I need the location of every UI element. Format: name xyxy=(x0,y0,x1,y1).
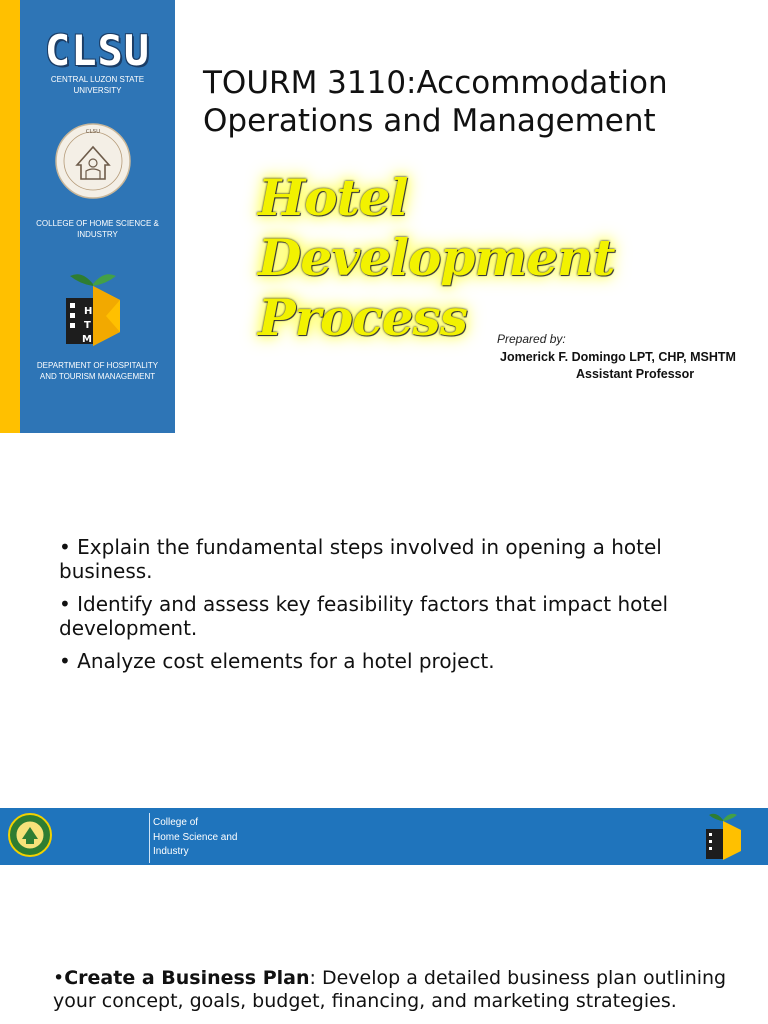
prepared-by-label: Prepared by: xyxy=(497,332,566,346)
topic-title xyxy=(258,168,758,348)
course-title: TOURM 3110:Accommodation Operations and Management xyxy=(203,65,668,139)
objective-item: • Identify and assess key feasibility factors that impact hotel development. xyxy=(59,592,669,640)
objective-item: • Explain the fundamental steps involved in opening a hotel business. xyxy=(59,535,662,583)
bullet-marker: • xyxy=(53,967,65,989)
branding-panel xyxy=(20,0,175,433)
clsu-seal-icon xyxy=(8,813,52,857)
author-role: Assistant Professor xyxy=(576,367,695,381)
svg-text:H: H xyxy=(84,306,93,317)
svg-text:CLSU: CLSU xyxy=(85,129,101,135)
accent-bar xyxy=(0,0,20,433)
title-slide xyxy=(0,0,768,433)
objective-item: • Analyze cost elements for a hotel project. xyxy=(59,649,495,673)
slide-header-band xyxy=(0,808,768,865)
bullet-heading: Create a Business Plan xyxy=(64,967,310,989)
author-block xyxy=(500,349,760,383)
header-college-line: Industry xyxy=(153,846,189,857)
bullet-body: : Develop a detailed business plan outlining your concept, goals, budget, financing, and marketing strategies. xyxy=(53,967,727,1012)
htm-small-logo-icon xyxy=(703,811,743,861)
university-name: CENTRAL LUZON STATE UNIVERSITY xyxy=(50,75,145,95)
header-college-line: College of xyxy=(153,817,199,828)
learning-objectives xyxy=(59,535,739,682)
business-plan-bullet xyxy=(53,967,733,1013)
topic-title-line1: Hotel Development xyxy=(258,168,615,287)
college-seal-icon xyxy=(55,123,131,199)
college-name: COLLEGE OF HOME SCIENCE & INDUSTRY xyxy=(36,219,159,239)
clsu-logo-text: CLSU xyxy=(44,26,151,75)
topic-title-line2: Process xyxy=(258,288,467,347)
department-name: DEPARTMENT OF HOSPITALITY AND TOURISM MANAGEMENT xyxy=(36,361,159,381)
header-college-name xyxy=(153,816,273,860)
header-college-line: Home Science and xyxy=(153,831,238,843)
htm-department-logo-icon xyxy=(60,270,126,348)
svg-text:M: M xyxy=(82,334,92,345)
svg-text:T: T xyxy=(84,320,91,331)
author-name: Jomerick F. Domingo LPT, CHP, MSHTM xyxy=(500,350,736,364)
header-divider xyxy=(149,813,150,863)
